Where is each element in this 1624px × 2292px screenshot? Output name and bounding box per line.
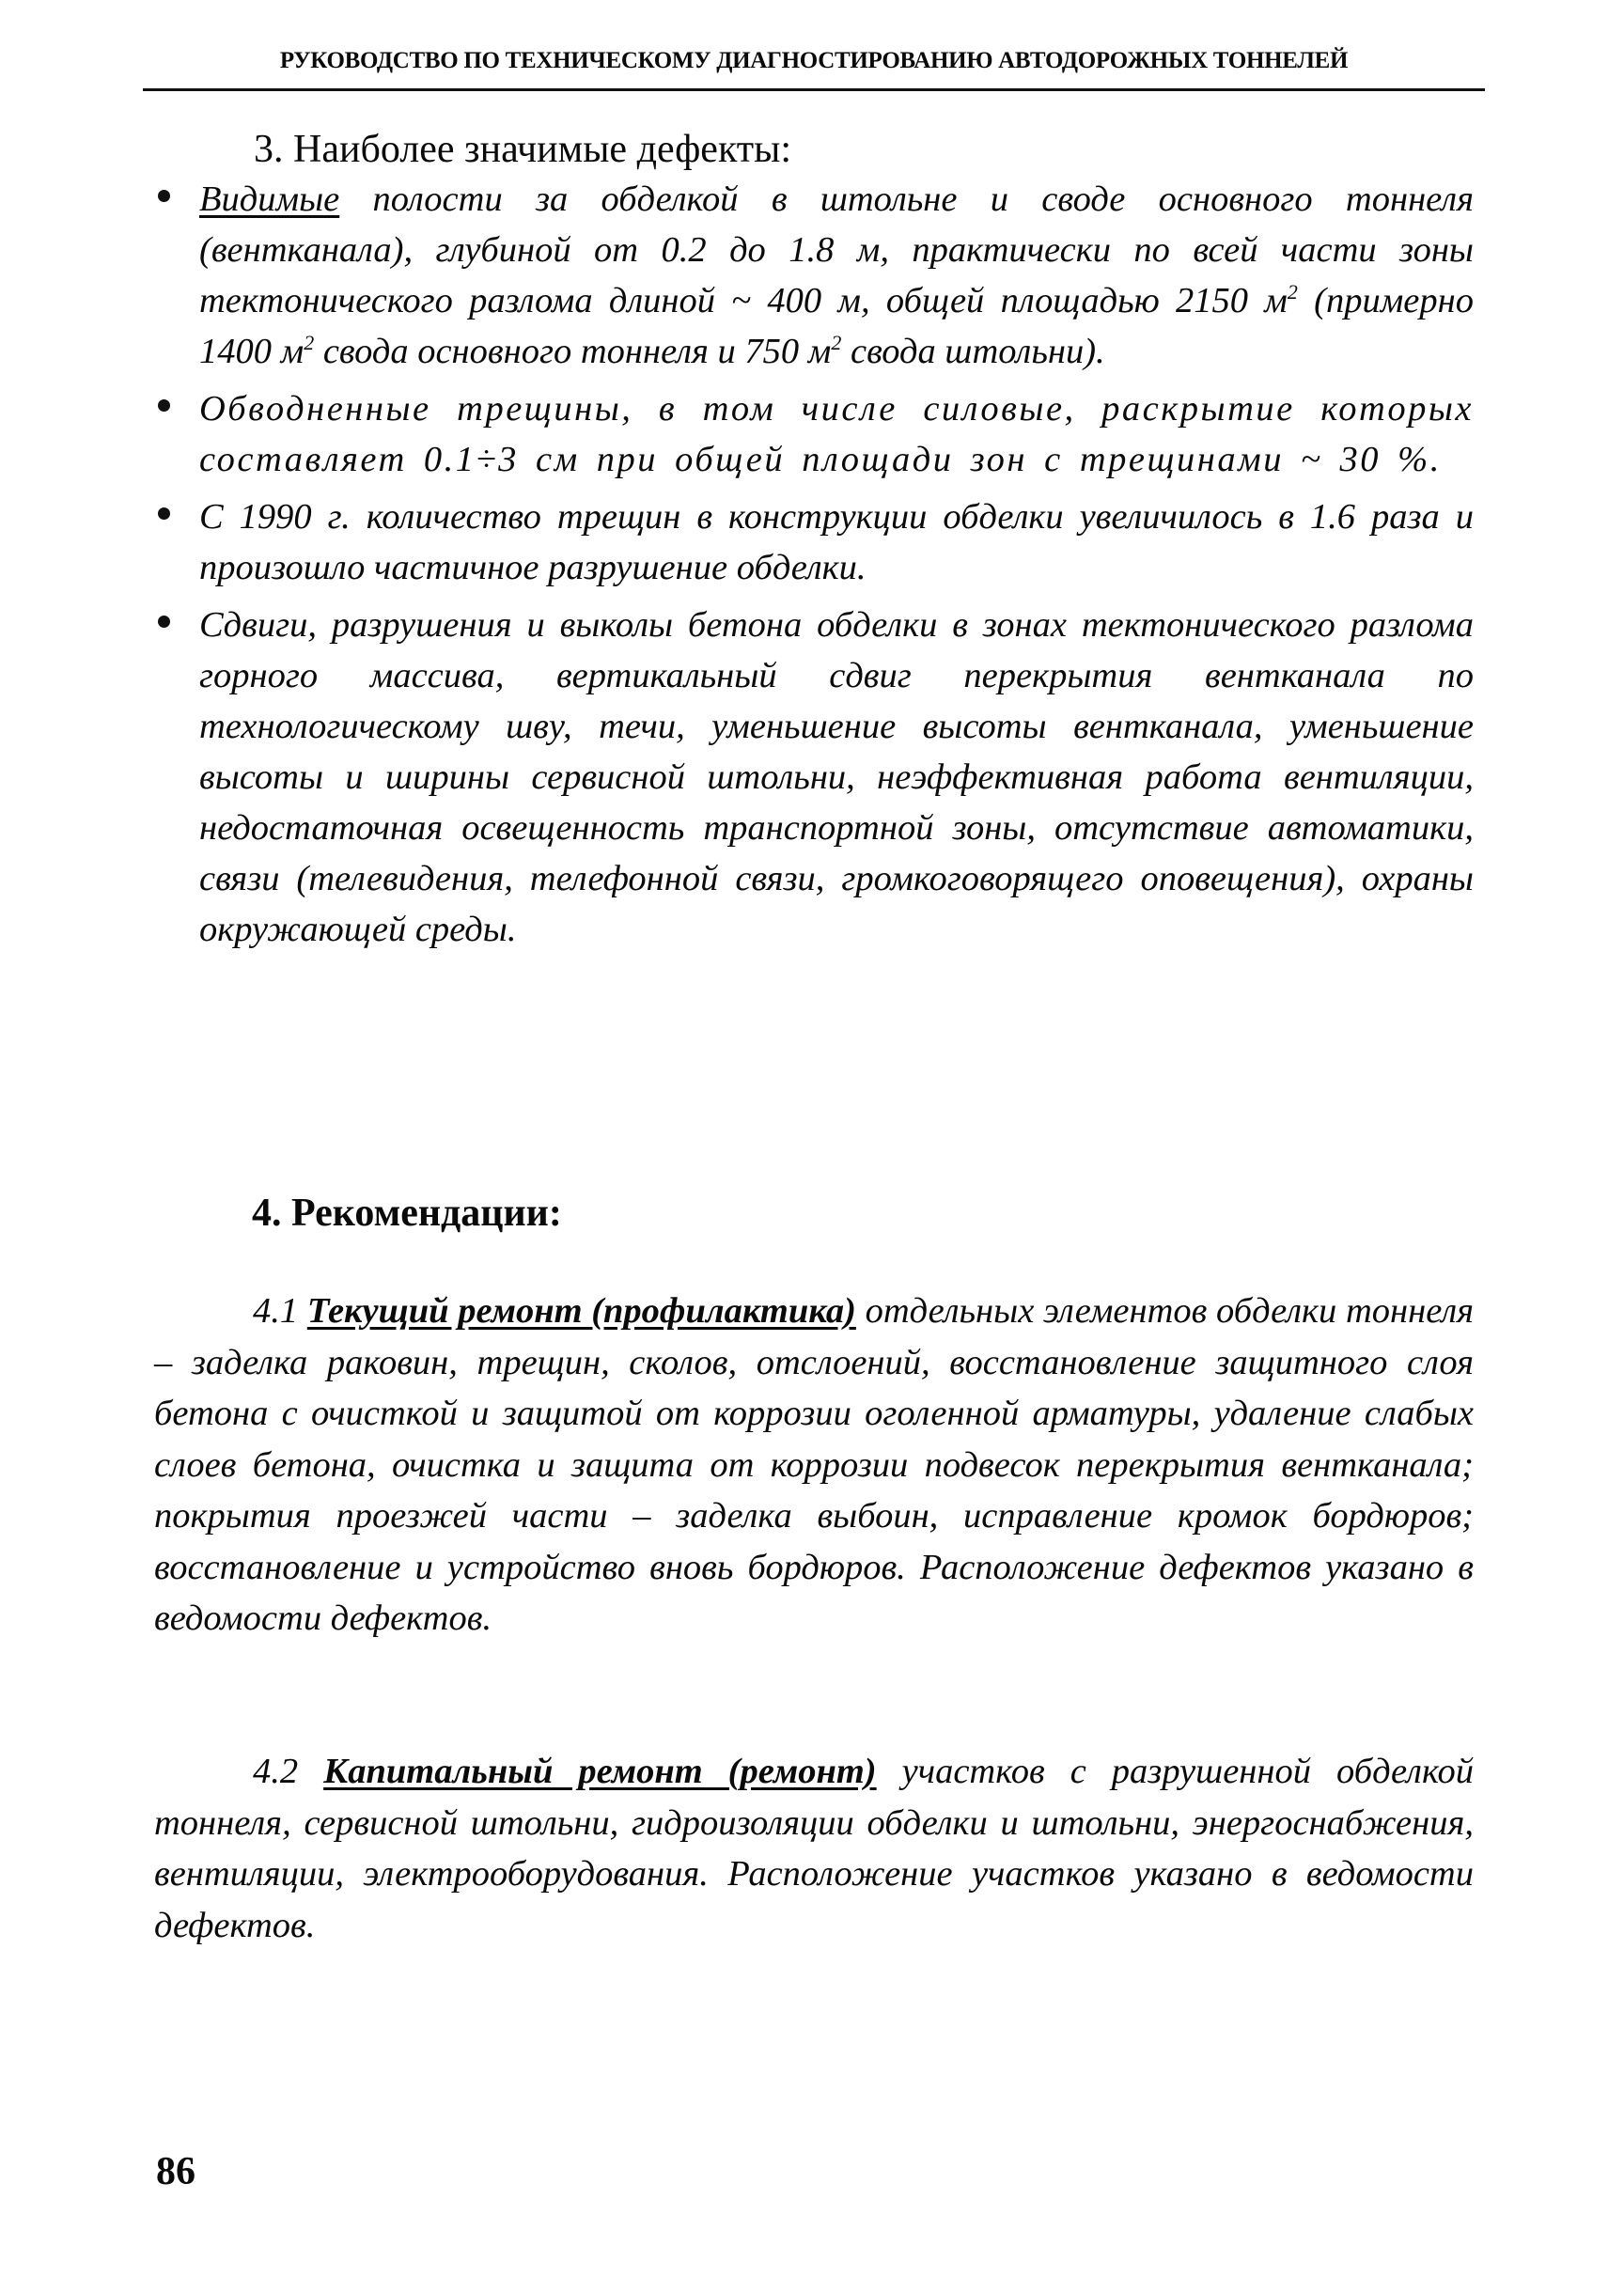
paragraph-4-1 [154,1286,1474,1645]
section-3-title: 3. Наиболее значимые дефекты: [254,128,792,171]
bullet-text: свода основного тоннеля и 750 м [314,332,832,371]
bullet-dot-icon [158,616,170,628]
bullet-text: (примерно 1400 м [199,281,1474,371]
list-item [158,174,1474,377]
paragraph-number: 4.2 [253,1752,324,1791]
list-item [158,383,1474,485]
defects-list [158,174,1474,961]
paragraph-lead: Капитальный ремонт (ремонт) [323,1752,877,1791]
paragraph-text: отдельных элементов обделки тоннеля – заделка раковин, трещин, сколов, отслоений, восстановление защитного слоя бетона с очисткой и защитой от коррозии оголенной арматуры, удаление слабых слоев бетона, очистка и защита от коррозии подвесок перекрытия вентканала; покрытия проезжей части – заделка выбоин, исправление кромок бордюров; восстановление и устройство вновь бордюров. Расположение дефектов указано в ведомости дефектов. [154,1291,1475,1638]
bullet-text: полости за обделкой в штольне и своде основного тоннеля (вентканала), глубиной от 0.2 до 1.8 м, практически по всей части зоны тектонического разлома длиной ~ 400 м, общей площадью 2150 м [199,179,1474,320]
bullet-lead: Видимые [199,179,340,219]
paragraph-lead: Текущий ремонт (профилактика) [306,1291,856,1331]
list-item [158,600,1474,955]
list-item [158,491,1474,593]
running-header: РУКОВОДСТВО ПО ТЕХНИЧЕСКОМУ ДИАГНОСТИРОВАНИЮ АВТОДОРОЖНЫХ ТОННЕЛЕЙ [279,48,1349,73]
bullet-dot-icon [158,507,170,520]
superscript: 2 [1287,280,1298,304]
paragraph-text: участков с разрушенной обделкой тоннеля, сервисной штольни, гидроизоляции обделки и штольни, энергоснабжения, вентиляции, электрооборудования. Расположение участков указано в ведомости дефектов. [154,1752,1475,1945]
superscript: 2 [831,331,842,355]
header-rule [143,88,1485,91]
superscript: 2 [304,331,315,355]
page-number: 86 [156,2150,195,2193]
section-4-title: 4. Рекомендации: [252,1192,562,1235]
paragraph-4-2 [154,1746,1474,1951]
bullet-dot-icon [158,190,170,202]
bullet-text: С 1990 г. количество трещин в конструкции обделки увеличилось в 1.6 раза и произошло частичное разрушение обделки. [199,497,1474,587]
bullet-text: Сдвиги, разрушения и выколы бетона обделки в зонах тектонического разлома горного массива, вертикальный сдвиг перекрытия вентканала по технологическому шву, течи, уменьшение высоты вентканала, уменьшение высоты и ширины сервисной штольни, неэффективная работа вентиляции, недостаточная освещенность транспортной зоны, отсутствие автоматики, связи (телевидения, телефонной связи, громкоговорящего оповещения), охраны окружающей среды. [199,605,1474,949]
paragraph-number: 4.1 [253,1291,307,1331]
bullet-dot-icon [158,399,170,412]
bullet-text: Обводненные трещины, в том числе силовые, раскрытие которых составляет 0.1÷3 см при общей площади зон с трещинами ~ 30 %. [199,389,1474,479]
bullet-text: свода штольни). [841,332,1105,371]
